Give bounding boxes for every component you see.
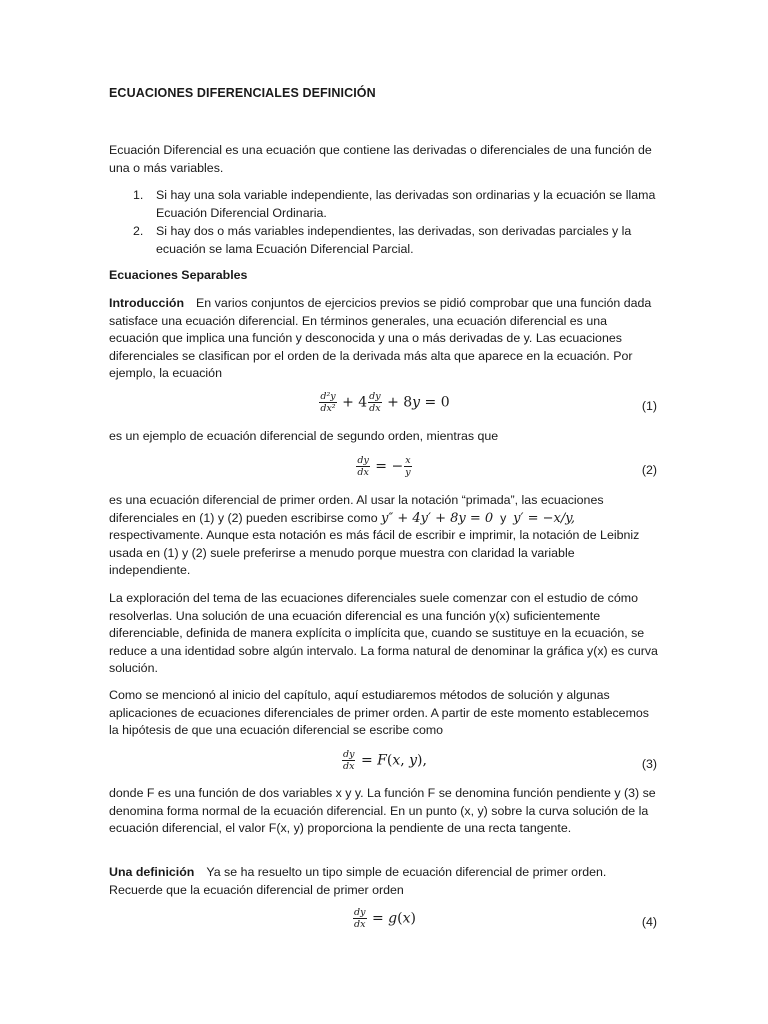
paragraph-2: es un ejemplo de ecuación diferencial de segundo orden, mientras que (109, 429, 499, 443)
equation-4 (109, 907, 659, 939)
equation-4-number: (4) (641, 915, 657, 929)
paragraph-head: Una definición (109, 865, 195, 879)
paragraph-text: En varios conjuntos de ejercicios previos se pidió comprobar que una función dada satisface una ecuación diferencial. En términos generales, una ecuación diferencial es una ecuación que implica una función y desconocida y una o más derivadas de y. Las ecuaciones diferenciales se clasifican por el orden de la derivada más alta que aparece en la ecuación. Por ejemplo, la ecuación (109, 296, 652, 380)
paragraph-6: donde F es una función de dos variables x y y. La función F se denomina función pendiente y (3) se denomina forma normal de la ecuación diferencial. En un punto (x, y) sobre la curva solución de la ecuación diferencial, el valor F(x, y) proporciona la pendiente de una recta tangente. (109, 786, 656, 835)
list-item (109, 187, 659, 222)
equation-3 (109, 749, 659, 781)
definition-list (109, 187, 659, 259)
equation-3-formula: $\frac{dy}{dx}$ = F(x, y), (343, 749, 427, 772)
list-text: Si hay una sola variable independiente, las derivadas son ordinarias y la ecuación se llama Ecuación Diferencial Ordinaria. (156, 188, 656, 220)
equation-2-formula: $\frac{dy}{dx}$ = − $\frac{x}{y}$ (357, 455, 411, 478)
equation-2-number: (2) (641, 463, 657, 477)
paragraph-3-start: es una ecuación diferencial de primer orden. Al usar la notación “primada”, las ecuaciones diferenciales en (1) y (2) pueden escribirse como (109, 493, 604, 525)
document-title: ECUACIONES DIFERENCIALES DEFINICIÓN (109, 86, 376, 100)
equation-2 (109, 455, 659, 487)
intro-paragraph: Ecuación Diferencial es una ecuación que contiene las derivadas o diferenciales de una función de una o más variables. (109, 143, 652, 175)
list-text: Si hay dos o más variables independientes, las derivadas, son derivadas parciales y la ecuación se lama Ecuación Diferencial Parcial. (156, 224, 632, 256)
paragraph-head: Introducción (109, 296, 185, 310)
paragraph-5: Como se mencionó al inicio del capítulo, aquí estudiaremos métodos de solución y algunas aplicaciones de ecuaciones diferenciales de primer orden. A partir de este momento establecemos la hipótesis de que una ecuación diferencial se escribe como (109, 688, 649, 737)
equation-1-number: (1) (641, 399, 657, 413)
paragraph-3-conjunction: y (500, 510, 507, 525)
prime-equation-1: y″ + 4y′ + 8y = 0 (381, 510, 494, 526)
list-number: 2. (133, 224, 144, 238)
list-item (109, 223, 659, 258)
equation-1 (109, 391, 659, 423)
section-heading: Ecuaciones Separables (109, 268, 248, 282)
equation-1-formula: $\frac{\text{d²y}}{\text{dx²}}$ + 4 $\frac{dy}{dx}$ + 8y = 0 (320, 391, 450, 414)
equation-4-formula: $\frac{dy}{dx}$ = g(x) (354, 907, 416, 930)
paragraph-3 (109, 492, 659, 580)
definition-paragraph (109, 864, 659, 899)
prime-equation-2: y′ = −x/y, (513, 510, 575, 526)
equation-3-number: (3) (641, 757, 657, 771)
list-number: 1. (133, 188, 144, 202)
intro-section-paragraph (109, 295, 659, 383)
paragraph-4: La exploración del tema de las ecuaciones diferenciales suele comenzar con el estudio de cómo resolverlas. Una solución de una ecuación diferencial es una función y(x) suficientemente diferenciable, definida de manera explícita o implícita que, cuando se sustituye en la ecuación, se reduce a una identidad sobre algún intervalo. La forma natural de denominar la gráfica y(x) es curva solución. (109, 591, 658, 675)
paragraph-3-end: respectivamente. Aunque esta notación es más fácil de escribir e imprimir, la notación de Leibniz usada en (1) y (2) suele preferirse a menudo porque muestra con claridad la variable independiente. (109, 528, 640, 577)
paragraph-text: Ya se ha resuelto un tipo simple de ecuación diferencial de primer orden. Recuerde que la ecuación diferencial de primer orden (109, 865, 607, 897)
